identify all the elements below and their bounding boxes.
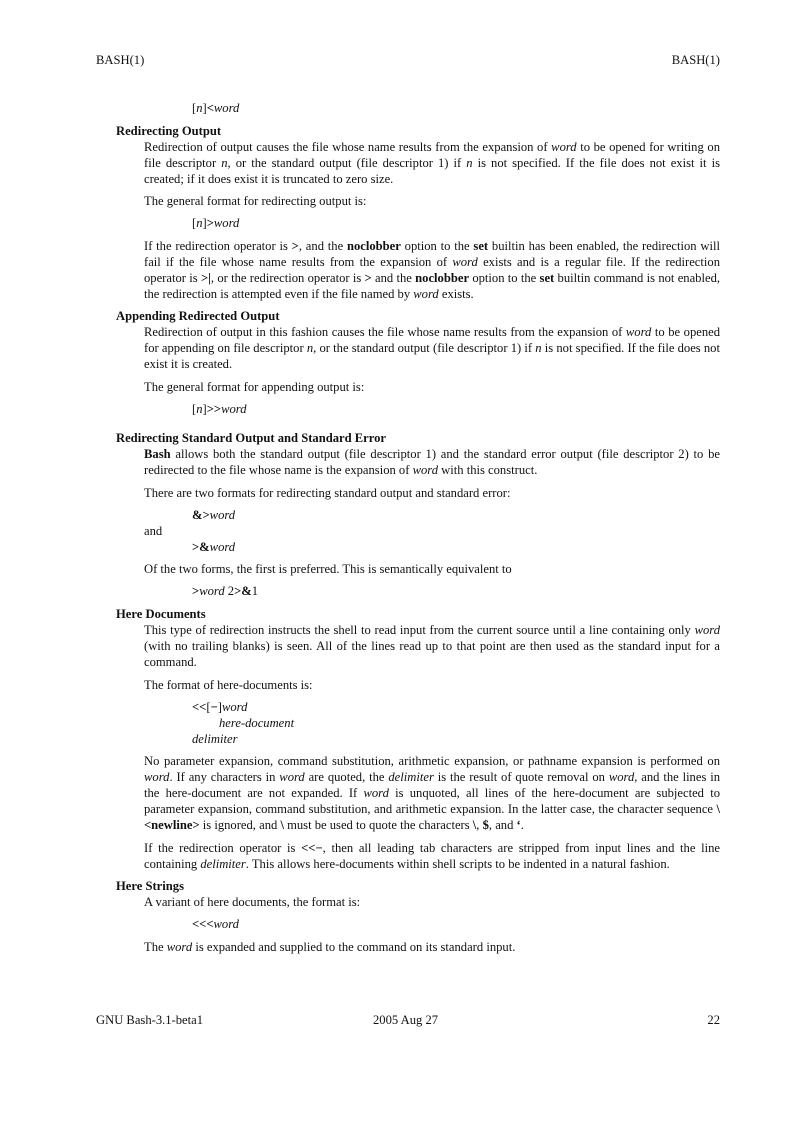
noclobber-paragraph: If the redirection operator is >, and the noclobber option to the set builtin has been enabled, the redirection will fail if the file whose name results from the expansion of word exists and is a regular file. If the redirection operator is >|, or the redirection operator is > and the noclobber option to the set builtin command is not enabled, the redirection is attempted even if the file named by word exists.	[144, 239, 721, 301]
here-documents-format-line-3: delimiter	[192, 732, 238, 746]
redirecting-output-paragraph: Redirection of output causes the file whose name results from the expansion of word to be opened for writing on file descriptor n, or the standard output (file descriptor 1) if n is not specified. If the file does not exist it is created; if it does exist it is truncated to zero size.	[144, 140, 720, 186]
here-documents-paragraph: This type of redirection instructs the shell to read input from the current source until a line containing only word (with no trailing blanks) is seen. All of the lines read up to that point are then used as the standard input for a command.	[144, 623, 720, 669]
here-documents-format-intro: The format of here-documents is:	[144, 678, 313, 692]
stdout-stderr-format-1: &>word	[192, 508, 236, 522]
section-title-here-documents: Here Documents	[116, 607, 206, 621]
appending-format: [n]>>word	[192, 402, 247, 416]
stdout-stderr-formats-intro: There are two formats for redirecting standard output and standard error:	[144, 486, 511, 500]
appending-format-intro: The general format for appending output is:	[144, 380, 365, 394]
stdout-stderr-format-2: >&word	[192, 540, 236, 554]
appending-paragraph: Redirection of output in this fashion causes the file whose name results from the expansion of word to be opened for appending on file descriptor n, or the standard output (file descriptor 1) if n is not specified. If the file does not exist it is created.	[144, 325, 721, 371]
page-footer	[96, 1012, 720, 1028]
section-title-redirecting-output: Redirecting Output	[116, 124, 222, 138]
header-right: BASH(1)	[671, 53, 720, 67]
footer-date: 2005 Aug 27	[373, 1013, 439, 1027]
stdout-stderr-and: and	[144, 524, 163, 538]
here-documents-tab-strip-paragraph: If the redirection operator is <<−, then all leading tab characters are stripped from input lines and the line containing delimiter. This allows here-documents within shell scripts to be indented in a natural fashion.	[144, 841, 721, 871]
redirecting-output-format: [n]>word	[192, 216, 240, 230]
section-title-stdout-stderr: Redirecting Standard Output and Standard Error	[116, 431, 386, 445]
section-title-here-strings: Here Strings	[116, 879, 184, 893]
here-documents-format-line-1: <<[−]word	[192, 700, 248, 714]
here-strings-intro: A variant of here documents, the format is:	[144, 895, 361, 909]
stdout-stderr-preferred: Of the two forms, the first is preferred. This is semantically equivalent to	[144, 562, 512, 576]
input-redirect-format: [n]<word	[192, 101, 240, 115]
page-header	[96, 52, 720, 68]
stdout-stderr-paragraph: Bash allows both the standard output (file descriptor 1) and the standard error output (file descriptor 2) to be redirected to the file whose name is the expansion of word with this construct.	[144, 447, 720, 477]
here-strings-format: <<<word	[192, 917, 239, 931]
footer-left: GNU Bash-3.1-beta1	[96, 1013, 204, 1027]
page-number: 22	[707, 1013, 720, 1027]
here-strings-paragraph: The word is expanded and supplied to the command on its standard input.	[144, 940, 516, 954]
here-documents-expansion-paragraph: No parameter expansion, command substitution, arithmetic expansion, or pathname expansion is performed on word. If any characters in word are quoted, the delimiter is the result of quote removal on word, and the lines in the here-document are not expanded. If word is unquoted, all lines of the here-document are subjected to parameter expansion, command substitution, and arithmetic expansion. In the latter case, the character sequence \<newline> is ignored, and \ must be used to quote the characters \, $, and ‘.	[144, 754, 721, 832]
stdout-stderr-equivalent: >word 2>&1	[192, 584, 259, 598]
redirecting-output-format-intro: The general format for redirecting output is:	[144, 194, 367, 208]
section-title-appending: Appending Redirected Output	[116, 309, 280, 323]
here-documents-format-line-2: here-document	[219, 716, 295, 730]
header-left: BASH(1)	[96, 53, 145, 67]
